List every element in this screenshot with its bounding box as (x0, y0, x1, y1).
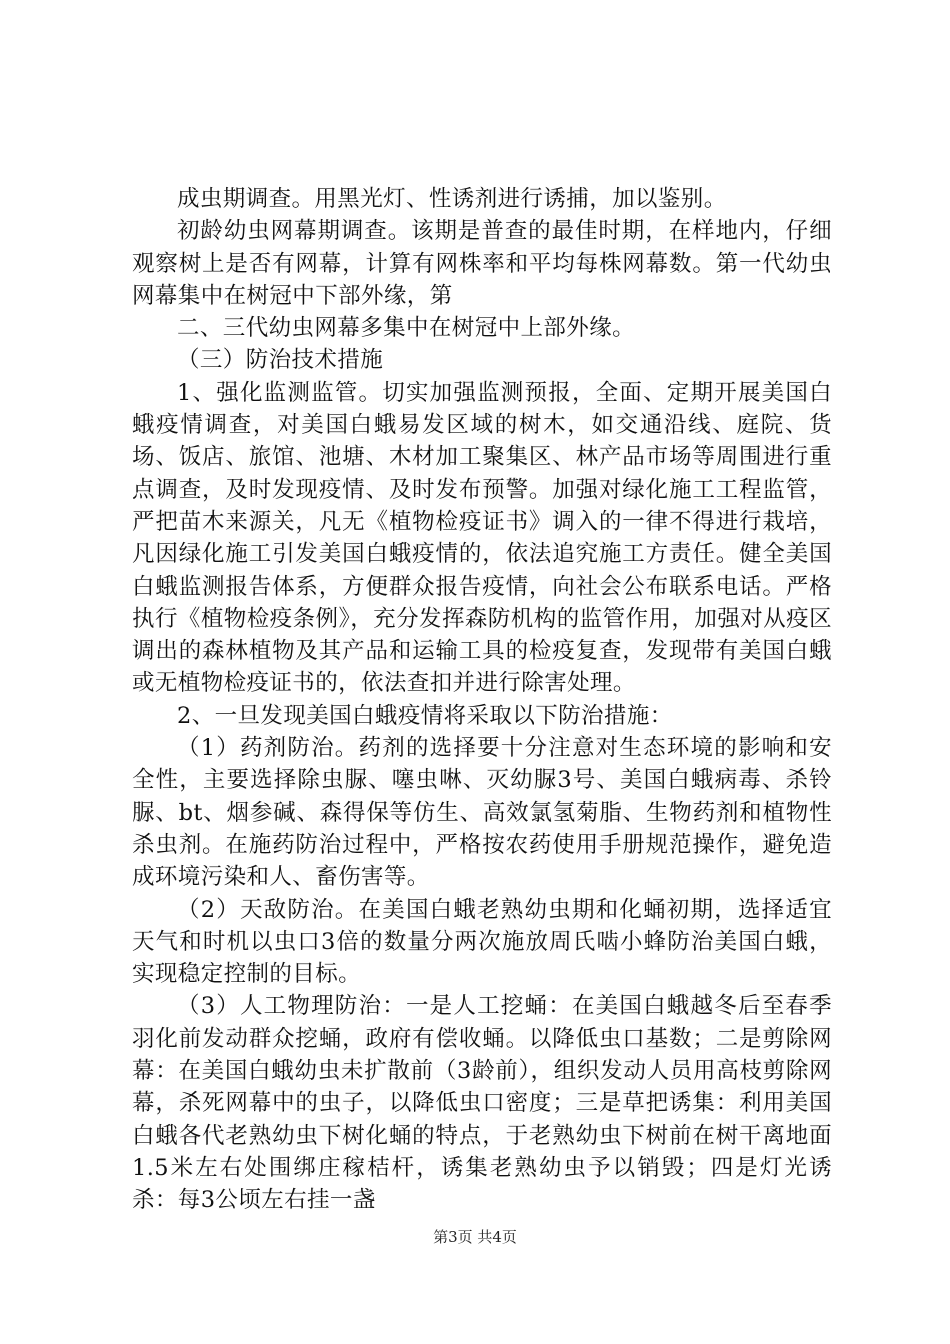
paragraph-larva-survey: 初龄幼虫网幕期调查。该期是普查的最佳时期，在样地内，仔细观察树上是否有网幕，计算有网株率和平均每株网幕数。第一代幼虫网幕集中在树冠中下部外缘，第 (132, 218, 832, 309)
paragraph-physical-control: （3）人工物理防治：一是人工挖蛹：在美国白蛾越冬后至春季羽化前发动群众挖蛹，政府有偿收蛹。以降低虫口基数；二是剪除网幕：在美国白蛾幼虫未扩散前（3龄前），组织发动人员用高枝剪除网幕，杀死网幕中的虫子，以降低虫口密度；三是草把诱集：利用美国白蛾各代老熟幼虫下树化蛹的特点，于老熟幼虫下树前在树干离地面1.5米左右处围绑庄稼桔杆，诱集老熟幼虫予以销毁；四是灯光诱杀：每3公顷左右挂一盏 (132, 993, 832, 1214)
page-footer: 第3页 共4页 (433, 1228, 517, 1246)
paragraph-monitoring: 1、强化监测监管。切实加强监测预报，全面、定期开展美国白蛾疫情调查，对美国白蛾易发区域的树木，如交通沿线、庭院、货场、饭店、旅馆、池塘、木材加工聚集区、林产品市场等周围进行重点调查，及时发现疫情、及时发布预警。加强对绿化施工工程监管，严把苗木来源关，凡无《植物检疫证书》调入的一律不得进行栽培，凡因绿化施工引发美国白蛾疫情的，依法追究施工方责任。健全美国白蛾监测报告体系，方便群众报告疫情，向社会公布联系电话。严格执行《植物检疫条例》，充分发挥森防机构的监管作用，加强对从疫区调出的森林植物及其产品和运输工具的检疫复查，发现带有美国白蛾或无植物检疫证书的，依法查扣并进行除害处理。 (132, 379, 832, 697)
paragraph-chemical-control: （1）药剂防治。药剂的选择要十分注意对生态环境的影响和安全性，主要选择除虫脲、噻虫啉、灭幼脲3号、美国白蛾病毒、杀铃脲、bt、烟参碱、森得保等仿生、高效氯氢菊脂、生物药剂和植物性杀虫剂。在施药防治过程中，严格按农药使用手册规范操作，避免造成环境污染和人、畜伤害等。 (132, 735, 832, 891)
paragraph-larva-survey-cont: 二、三代幼虫网幕多集中在树冠中上部外缘。 (177, 315, 636, 342)
paragraph-outbreak-measures: 2、一旦发现美国白蛾疫情将采取以下防治措施： (177, 702, 673, 729)
paragraph-natural-enemy-control: （2）天敌防治。在美国白蛾老熟幼虫期和化蛹初期，选择适宜天气和时机以虫口3倍的数量分两次施放周氏啮小蜂防治美国白蛾，实现稳定控制的目标。 (132, 896, 832, 988)
paragraph-adult-survey: 成虫期调查。用黑光灯、性诱剂进行诱捕，加以鉴别。 (177, 186, 727, 212)
section-heading-control-measures: （三）防治技术措施 (177, 347, 384, 374)
document-body (132, 183, 832, 1217)
